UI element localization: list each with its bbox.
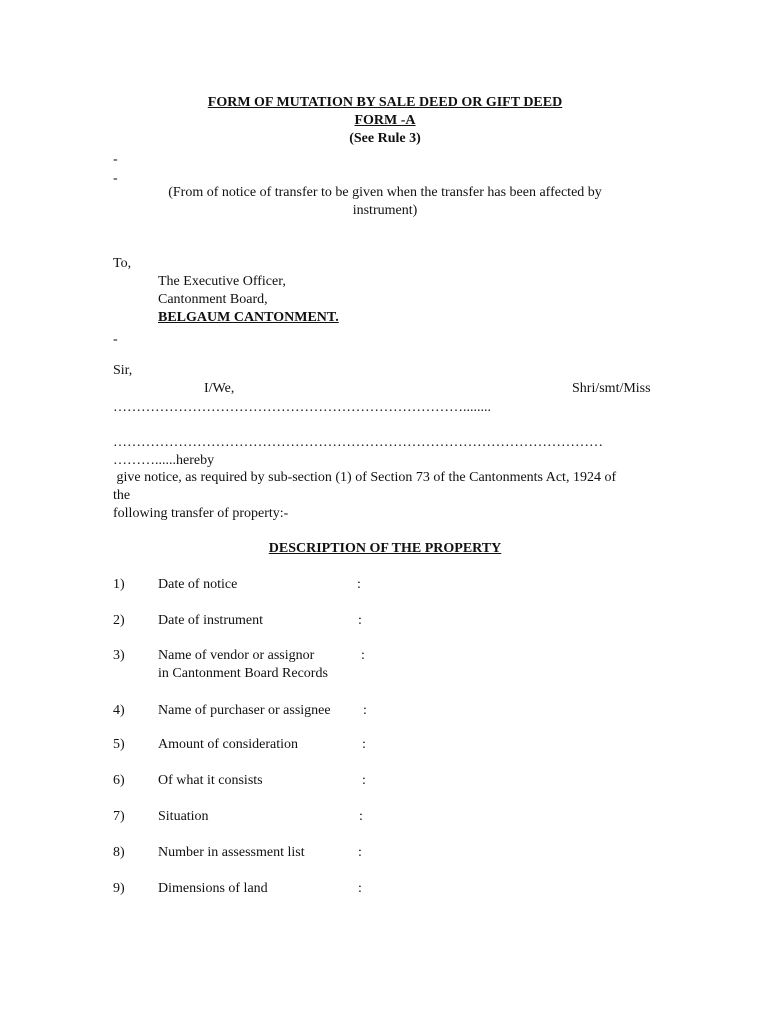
item-colon: :: [358, 845, 362, 860]
item-label: Situation: [158, 809, 209, 824]
item-colon: :: [362, 773, 366, 788]
hereby-line: ………......hereby: [113, 453, 215, 468]
subtitle-line-1: (From of notice of transfer to be given when the transfer has been affected by: [168, 185, 602, 200]
item-colon: :: [361, 648, 365, 663]
item-label: Number in assessment list: [158, 845, 305, 860]
title-options: Shri/smt/Miss: [572, 381, 651, 396]
item-colon: :: [362, 737, 366, 752]
dash-mark: -: [113, 152, 118, 167]
notice-text: give notice, as required by sub-section (1) of Section 73 of the Cantonments Act, 1924 of: [113, 470, 617, 485]
following-text: following transfer of property:-: [113, 506, 289, 521]
item-number: 7): [113, 809, 125, 824]
item-number: 9): [113, 881, 125, 896]
item-label: Date of notice: [158, 577, 238, 592]
item-number: 6): [113, 773, 125, 788]
blank-line-1: …………………………………………………………………........: [113, 400, 491, 415]
salutation: Sir,: [113, 363, 133, 378]
item-number: 4): [113, 703, 125, 718]
address-to: To,: [113, 256, 132, 271]
address-line-3: BELGAUM CANTONMENT.: [158, 310, 339, 325]
blank-line-2: ……………………………………………………………………………………………: [113, 435, 603, 450]
item-colon: :: [357, 577, 361, 592]
address-line-2: Cantonment Board,: [158, 292, 268, 307]
iwe-label: I/We,: [204, 381, 235, 396]
item-number: 1): [113, 577, 125, 592]
rule-reference: (See Rule 3): [349, 131, 421, 146]
item-colon: :: [358, 881, 362, 896]
address-line-1: The Executive Officer,: [158, 274, 286, 289]
item-colon: :: [358, 613, 362, 628]
subtitle-line-2: instrument): [352, 203, 418, 218]
item-colon: :: [363, 703, 367, 718]
dash-mark: -: [113, 171, 118, 186]
item-number: 3): [113, 648, 125, 663]
item-label: Dimensions of land: [158, 881, 268, 896]
item-number: 5): [113, 737, 125, 752]
item-label: Amount of consideration: [158, 737, 298, 752]
item-label: Name of purchaser or assignee: [158, 703, 331, 718]
item-colon: :: [359, 809, 363, 824]
form-number: FORM -A: [354, 113, 416, 128]
item-number: 2): [113, 613, 125, 628]
item-label: Date of instrument: [158, 613, 263, 628]
item-label: Name of vendor or assignor: [158, 648, 315, 663]
item-number: 8): [113, 845, 125, 860]
notice-text-continued: the: [113, 488, 131, 503]
form-title: FORM OF MUTATION BY SALE DEED OR GIFT DEED: [207, 95, 563, 110]
dash-mark: -: [113, 332, 118, 347]
section-title: DESCRIPTION OF THE PROPERTY: [268, 541, 502, 556]
item-label-continued: in Cantonment Board Records: [158, 666, 328, 681]
item-label: Of what it consists: [158, 773, 263, 788]
